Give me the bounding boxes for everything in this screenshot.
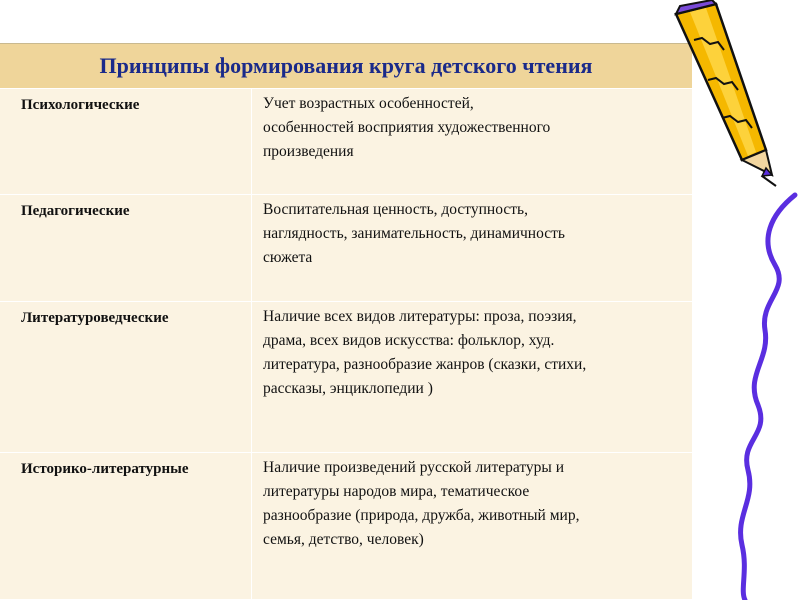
description-cell <box>253 453 692 599</box>
principles-table <box>0 43 692 599</box>
category-cell: Литературоведческие <box>0 302 252 452</box>
description-cell <box>253 89 692 194</box>
category-cell: Психологические <box>0 89 252 194</box>
table-row <box>0 89 692 195</box>
description-line: драма, всех видов искусства: фольклор, худ. <box>263 332 555 349</box>
table-title: Принципы формирования круга детского чтения <box>0 44 692 89</box>
description-line: литература, разнообразие жанров (сказки, стихи, <box>263 356 587 373</box>
description-line: Воспитательная ценность, доступность, <box>263 201 528 218</box>
category-cell: Педагогические <box>0 195 252 301</box>
description-line: сюжета <box>263 249 313 266</box>
squiggle-line <box>741 195 795 600</box>
description-line: наглядность, занимательность, динамичность <box>263 225 565 242</box>
description-line: разнообразие (природа, дружба, животный мир, <box>263 507 580 524</box>
table-row <box>0 453 692 600</box>
description-line: особенностей восприятия художественного <box>263 119 551 136</box>
description-line: Учет возрастных особенностей, <box>263 95 474 112</box>
category-cell: Историко-литературные <box>0 453 252 599</box>
description-line: произведения <box>263 143 354 160</box>
description-line: литературы народов мира, тематическое <box>263 483 530 500</box>
description-line: Наличие произведений русской литературы и <box>263 459 565 476</box>
description-line: рассказы, энциклопедии ) <box>263 380 433 397</box>
table-row <box>0 195 692 302</box>
pencil-body <box>676 0 776 186</box>
pencil-icon <box>660 0 800 600</box>
table-row <box>0 302 692 453</box>
description-cell <box>253 195 692 301</box>
description-cell <box>253 302 692 452</box>
description-line: Наличие всех видов литературы: проза, поэзия, <box>263 308 577 325</box>
description-line: семья, детство, человек) <box>263 531 424 548</box>
